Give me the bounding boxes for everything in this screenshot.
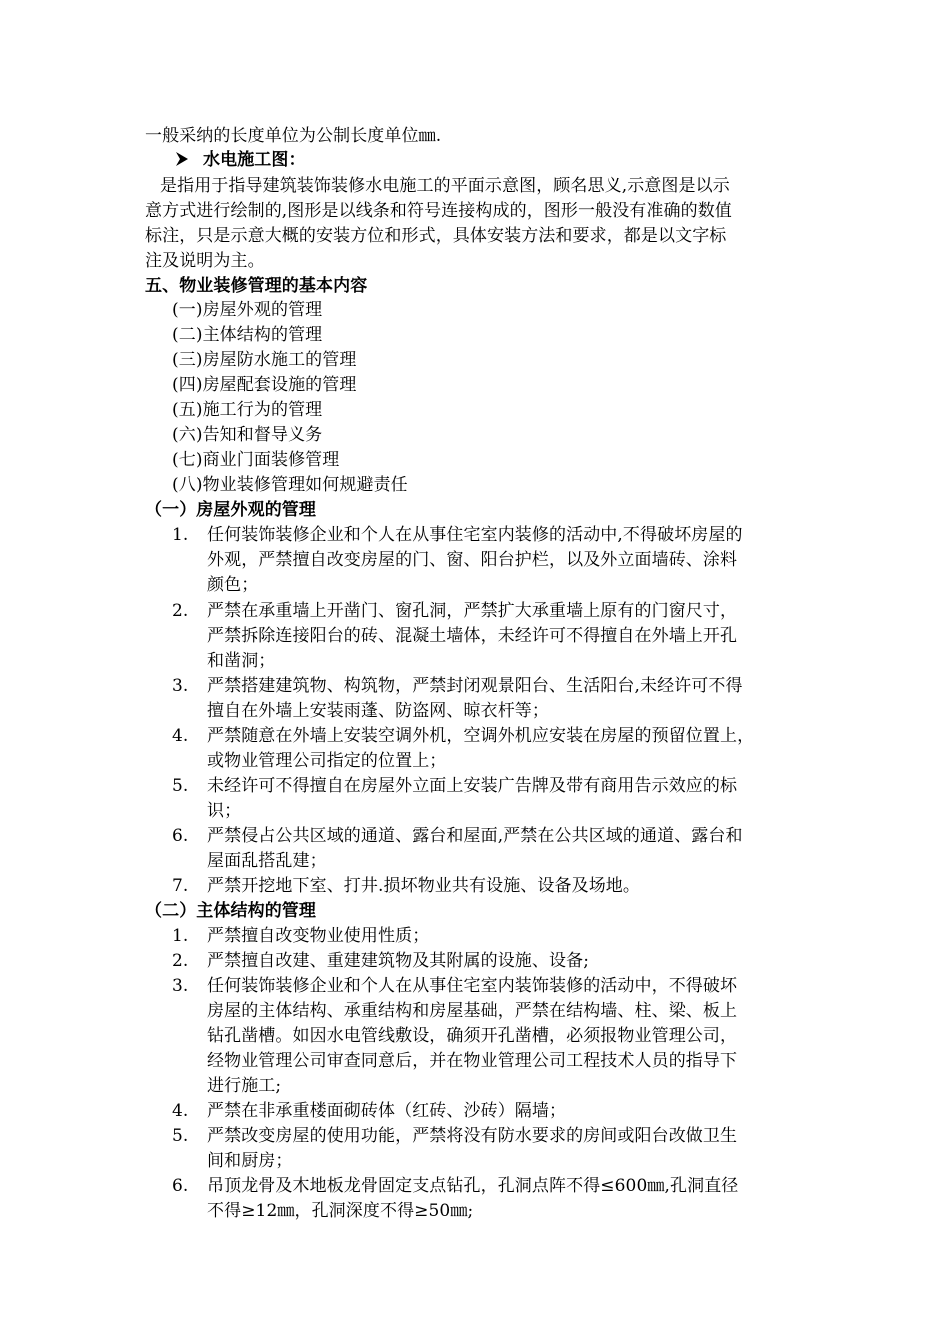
item-line: 严禁在承重墙上开凿门、窗孔洞，严禁扩大承重墙上原有的门窗尺寸， [207, 601, 738, 621]
item-line: 识； [207, 801, 242, 821]
item-line: 经物业管理公司审查同意后，并在物业管理公司工程技术人员的指导下 [207, 1051, 738, 1071]
subheading: 水电施工图： [203, 150, 306, 170]
item-line: 严禁搭建建筑物、构筑物，严禁封闭观景阳台、生活阳台,未经许可不得 [207, 676, 743, 696]
list-item: (八)物业装修管理如何规避责任 [172, 475, 408, 495]
list-item: (四)房屋配套设施的管理 [172, 375, 357, 395]
item-line: 屋面乱搭乱建； [207, 851, 327, 871]
item-line: 进行施工; [207, 1076, 282, 1096]
list-item: (六)告知和督导义务 [172, 425, 323, 445]
item-number: 5. [172, 1126, 189, 1146]
item-line: 严禁在非承重楼面砌砖体（红砖、沙砖）隔墙； [207, 1101, 567, 1121]
section-heading: （一）房屋外观的管理 [145, 500, 316, 520]
section-heading: 五、物业装修管理的基本内容 [145, 276, 368, 296]
item-line: 严禁随意在外墙上安装空调外机，空调外机应安装在房屋的预留位置上， [207, 726, 755, 746]
item-line: 未经许可不得擅自在房屋外立面上安装广告牌及带有商用告示效应的标 [207, 776, 738, 796]
item-line: 严禁擅自改建、重建建筑物及其附属的设施、设备; [207, 951, 590, 971]
item-line: 颜色； [207, 575, 259, 595]
arrow-bullet-icon [175, 152, 189, 166]
item-line: 钻孔凿槽。如因水电管线敷设，确须开孔凿槽，必须报物业管理公司， [207, 1026, 738, 1046]
item-number: 6. [172, 1176, 189, 1196]
item-line: 吊顶龙骨及木地板龙骨固定支点钻孔，孔洞点阵不得≤600㎜,孔洞直径 [207, 1176, 739, 1196]
item-line: 严禁改变房屋的使用功能，严禁将没有防水要求的房间或阳台改做卫生 [207, 1126, 738, 1146]
list-item: (一)房屋外观的管理 [172, 300, 323, 320]
item-number: 2. [172, 951, 189, 971]
item-number: 4. [172, 726, 189, 746]
item-line: 严禁擅自改变物业使用性质； [207, 926, 430, 946]
item-number: 1. [172, 525, 189, 545]
list-item: (五)施工行为的管理 [172, 400, 323, 420]
item-number: 1. [172, 926, 189, 946]
item-line: 和凿洞； [207, 651, 276, 671]
item-line: 不得≥12㎜，孔洞深度不得≥50㎜; [207, 1201, 474, 1221]
item-number: 4. [172, 1101, 189, 1121]
item-line: 擅自在外墙上安装雨蓬、防盗网、晾衣杆等； [207, 701, 549, 721]
item-line: 严禁拆除连接阳台的砖、混凝土墙体，未经许可不得擅自在外墙上开孔 [207, 626, 738, 646]
item-line: 任何装饰装修企业和个人在从事住宅室内装饰装修的活动中，不得破坏 [207, 976, 738, 996]
item-line: 房屋的主体结构、承重结构和房屋基础，严禁在结构墙、柱、梁、板上 [207, 1001, 738, 1021]
item-line: 或物业管理公司指定的位置上； [207, 751, 447, 771]
item-number: 3. [172, 976, 189, 996]
item-number: 6. [172, 826, 189, 846]
paragraph-line: 注及说明为主。 [145, 251, 265, 271]
item-line: 严禁开挖地下室、打井.损坏物业共有设施、设备及场地。 [207, 876, 641, 896]
list-item: (七)商业门面装修管理 [172, 450, 340, 470]
item-number: 7. [172, 876, 189, 896]
item-number: 3. [172, 676, 189, 696]
paragraph-line: 是指用于指导建筑装饰装修水电施工的平面示意图，顾名思义,示意图是以示 [160, 176, 730, 196]
item-number: 5. [172, 776, 189, 796]
list-item: (二)主体结构的管理 [172, 325, 323, 345]
item-line: 间和厨房； [207, 1151, 293, 1171]
paragraph-line: 标注，只是示意大概的安装方位和形式，具体安装方法和要求，都是以文字标 [145, 226, 727, 246]
item-line: 外观，严禁擅自改变房屋的门、窗、阳台护栏，以及外立面墙砖、涂料 [207, 550, 738, 570]
intro-line: 一般采纳的长度单位为公制长度单位㎜. [145, 126, 442, 146]
section-heading: （二）主体结构的管理 [145, 901, 316, 921]
item-line: 任何装饰装修企业和个人在从事住宅室内装修的活动中,不得破坏房屋的 [207, 525, 743, 545]
item-number: 2. [172, 601, 189, 621]
list-item: (三)房屋防水施工的管理 [172, 350, 357, 370]
item-line: 严禁侵占公共区域的通道、露台和屋面,严禁在公共区域的通道、露台和 [207, 826, 743, 846]
paragraph-line: 意方式进行绘制的,图形是以线条和符号连接构成的，图形一般没有准确的数值 [145, 201, 732, 221]
